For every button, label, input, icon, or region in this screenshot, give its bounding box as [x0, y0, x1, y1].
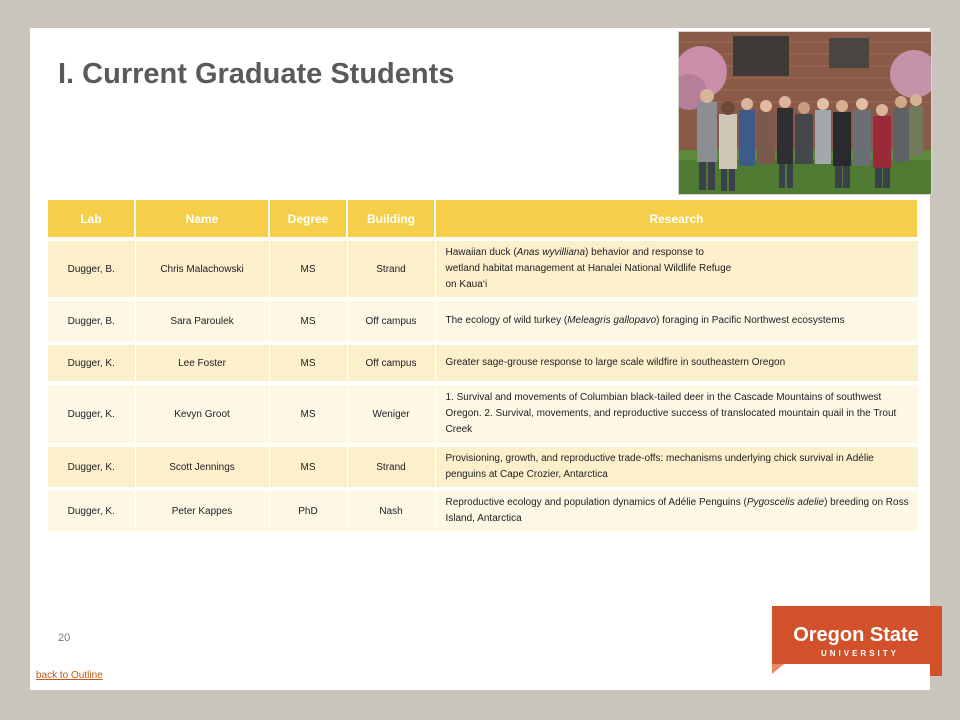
table-row	[48, 301, 918, 341]
cell-degree: MS	[269, 385, 347, 443]
cell-research	[435, 301, 918, 341]
research-text: Provisioning, growth, and reproductive trade-offs: mechanisms underlying chick survival in Adélie penguins at Cape Crozier, Antarctica	[445, 453, 874, 480]
column-header-name: Name	[135, 200, 269, 237]
page-number: 20	[58, 632, 71, 644]
cell-building: Strand	[347, 241, 435, 297]
research-species-name: Meleagris gallopavo	[567, 315, 657, 326]
page-title: I. Current Graduate Students	[58, 58, 455, 90]
table-row	[48, 345, 918, 381]
cell-name: Sara Paroulek	[135, 301, 269, 341]
research-text: Greater sage-grouse response to large scale wildfire in southeastern Oregon	[445, 357, 786, 368]
cell-degree: MS	[269, 241, 347, 297]
cell-research	[435, 447, 918, 487]
students-table-wrapper	[48, 200, 918, 531]
cell-building: Weniger	[347, 385, 435, 443]
slide	[30, 28, 930, 690]
research-species-name: Anas wyvilliana	[516, 247, 586, 258]
logo-line-2: UNIVERSITY	[820, 649, 900, 658]
research-text: ) breeding on Ross Island, Antarctica	[445, 497, 909, 524]
cell-building: Nash	[347, 491, 435, 531]
cell-name: Kevyn Groot	[135, 385, 269, 443]
cell-research	[435, 385, 918, 443]
research-text: ) foraging in Pacific Northwest ecosystems	[656, 315, 845, 326]
table-body	[48, 237, 918, 531]
column-header-lab: Lab	[48, 200, 135, 237]
cell-name: Peter Kappes	[135, 491, 269, 531]
cell-building: Off campus	[347, 345, 435, 381]
column-header-research: Research	[435, 200, 918, 237]
research-text: on Kaua‘i	[445, 279, 488, 290]
cell-lab: Dugger, K.	[48, 345, 135, 381]
cell-name: Scott Jennings	[135, 447, 269, 487]
cell-lab: Dugger, K.	[48, 385, 135, 443]
research-text: Reproductive ecology and population dynamics of Adélie Penguins (	[445, 497, 747, 508]
table-row	[48, 385, 918, 443]
research-text: Hawaiian duck (	[445, 247, 517, 258]
cell-degree: MS	[269, 447, 347, 487]
research-text: The ecology of wild turkey (	[445, 315, 568, 326]
research-text: 1. Survival and movements of Columbian black-tailed deer in the Cascade Mountains of southwest Oregon. 2. Survival, movements, and reproductive success of translocated mountain quail in the Trout Creek	[445, 392, 897, 435]
cell-lab: Dugger, B.	[48, 241, 135, 297]
cell-degree: MS	[269, 301, 347, 341]
back-to-outline-link[interactable]: back to Outline	[36, 670, 103, 681]
cell-lab: Dugger, K.	[48, 491, 135, 531]
group-photo	[678, 31, 932, 195]
table-header-row	[48, 200, 918, 237]
column-header-building: Building	[347, 200, 435, 237]
cell-name: Chris Malachowski	[135, 241, 269, 297]
oregon-state-logo	[772, 606, 942, 676]
table-row	[48, 491, 918, 531]
research-species-name: Pygoscelis adelie	[746, 497, 825, 508]
cell-research	[435, 241, 918, 297]
cell-research	[435, 491, 918, 531]
cell-degree: PhD	[269, 491, 347, 531]
students-table	[48, 200, 919, 531]
table-row	[48, 241, 918, 297]
column-header-degree: Degree	[269, 200, 347, 237]
cell-lab: Dugger, K.	[48, 447, 135, 487]
table-row	[48, 447, 918, 487]
research-text: wetland habitat management at Hanalei National Wildlife Refuge	[445, 263, 732, 274]
cell-name: Lee Foster	[135, 345, 269, 381]
cell-building: Off campus	[347, 301, 435, 341]
cell-lab: Dugger, B.	[48, 301, 135, 341]
cell-degree: MS	[269, 345, 347, 381]
cell-research	[435, 345, 918, 381]
cell-building: Strand	[347, 447, 435, 487]
research-text: ) behavior and response to	[585, 247, 704, 258]
logo-line-1: Oregon State	[793, 624, 919, 646]
